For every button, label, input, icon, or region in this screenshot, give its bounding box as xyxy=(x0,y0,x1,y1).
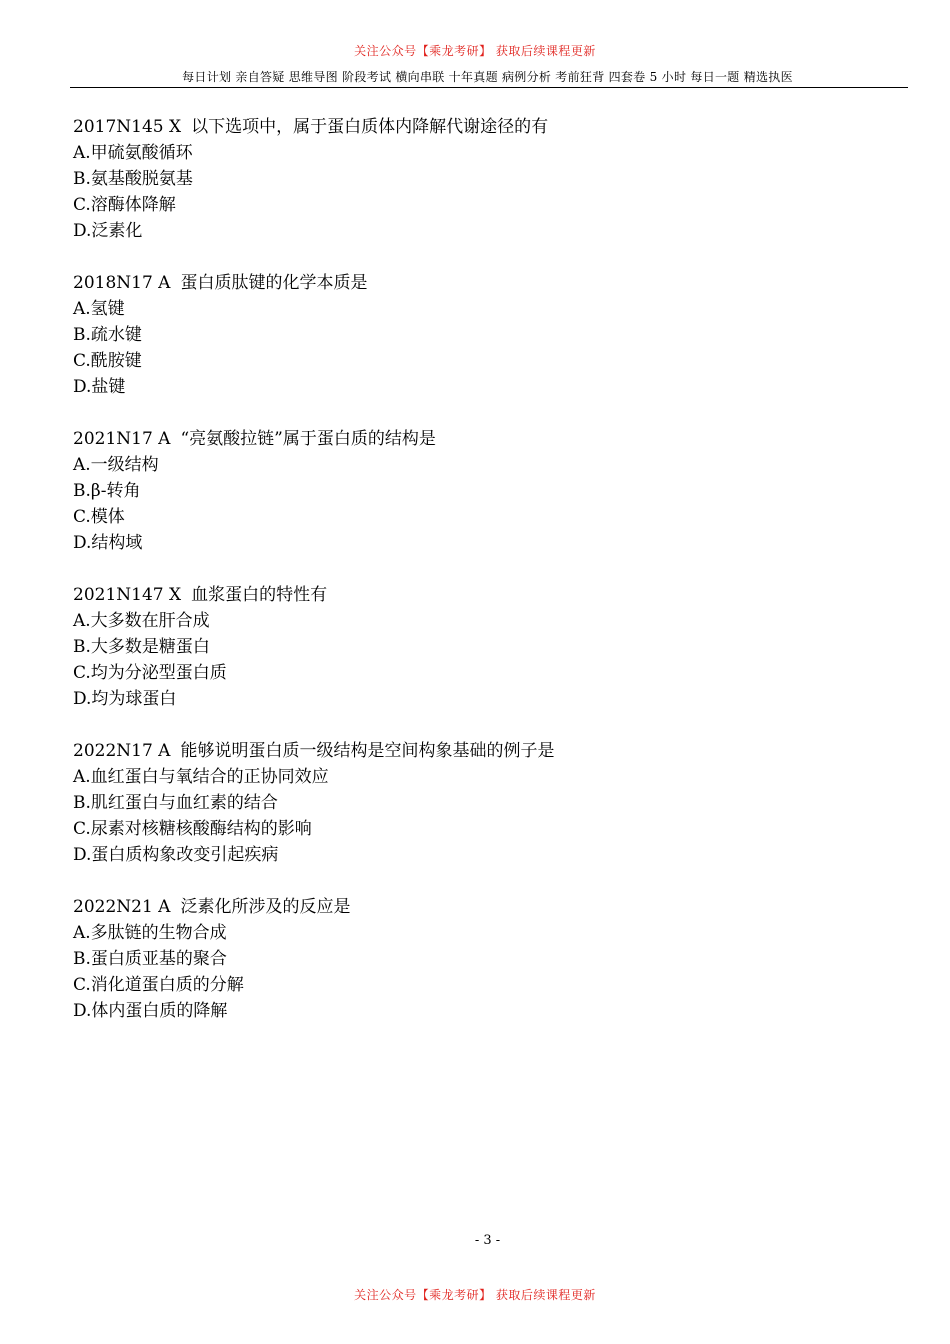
question-code: 2018N17 A xyxy=(73,273,171,293)
question-block xyxy=(73,894,893,1024)
question-text: “亮氨酸拉链”属于蛋白质的结构是 xyxy=(180,429,436,449)
question-text: 泛素化所涉及的反应是 xyxy=(180,897,351,917)
option-b: B.大多数是糖蛋白 xyxy=(73,637,210,657)
option-b: B.β-转角 xyxy=(73,481,141,501)
question-stem xyxy=(73,582,893,608)
question-code: 2022N17 A xyxy=(73,741,171,761)
option-b: B.疏水键 xyxy=(73,325,142,345)
option-a: A.氢键 xyxy=(73,299,125,319)
question-block xyxy=(73,426,893,556)
option-a: A.血红蛋白与氧结合的正协同效应 xyxy=(73,767,329,787)
option-c: C.溶酶体降解 xyxy=(73,195,176,215)
question-code: 2022N21 A xyxy=(73,897,171,917)
question-code: 2021N147 X xyxy=(73,585,182,605)
option-c: C.均为分泌型蛋白质 xyxy=(73,663,227,683)
question-text: 能够说明蛋白质一级结构是空间构象基础的例子是 xyxy=(180,741,555,761)
option-d: D.蛋白质构象改变引起疾病 xyxy=(73,845,279,865)
option-d: D.结构域 xyxy=(73,533,143,553)
option-a: A.多肽链的生物合成 xyxy=(73,923,227,943)
question-list xyxy=(73,114,893,1050)
option-c: C.消化道蛋白质的分解 xyxy=(73,975,244,995)
option-b: B.蛋白质亚基的聚合 xyxy=(73,949,227,969)
question-code: 2017N145 X xyxy=(73,117,182,137)
question-block xyxy=(73,270,893,400)
question-stem xyxy=(73,894,893,920)
option-d: D.盐键 xyxy=(73,377,126,397)
option-d: D.体内蛋白质的降解 xyxy=(73,1001,228,1021)
question-text: 蛋白质肽键的化学本质是 xyxy=(180,273,368,293)
header-divider xyxy=(70,87,908,88)
question-stem xyxy=(73,426,893,452)
header-promo-text: 关注公众号【乘龙考研】 获取后续课程更新 xyxy=(354,44,596,58)
question-block xyxy=(73,114,893,244)
question-code: 2021N17 A xyxy=(73,429,171,449)
question-block xyxy=(73,582,893,712)
option-c: C.酰胺键 xyxy=(73,351,142,371)
question-text: 以下选项中，属于蛋白质体内降解代谢途径的有 xyxy=(191,117,549,137)
option-c: C.模体 xyxy=(73,507,125,527)
question-text: 血浆蛋白的特性有 xyxy=(191,585,328,605)
option-c: C.尿素对核糖核酸酶结构的影响 xyxy=(73,819,312,839)
option-d: D.泛素化 xyxy=(73,221,143,241)
footer-promo-text: 关注公众号【乘龙考研】 获取后续课程更新 xyxy=(354,1288,596,1302)
question-stem xyxy=(73,270,893,296)
option-a: A.大多数在肝合成 xyxy=(73,611,210,631)
question-stem xyxy=(73,114,893,140)
header-service-list: 每日计划 亲自答疑 思维导图 阶段考试 横向串联 十年真题 病例分析 考前狂背 四套卷 5 小时 每日一题 精选执医 xyxy=(182,70,793,84)
option-b: B.氨基酸脱氨基 xyxy=(73,169,193,189)
option-d: D.均为球蛋白 xyxy=(73,689,177,709)
option-b: B.肌红蛋白与血红素的结合 xyxy=(73,793,278,813)
option-a: A.甲硫氨酸循环 xyxy=(73,143,193,163)
question-block xyxy=(73,738,893,868)
option-a: A.一级结构 xyxy=(73,455,159,475)
page-number: - 3 - xyxy=(474,1233,501,1248)
question-stem xyxy=(73,738,893,764)
